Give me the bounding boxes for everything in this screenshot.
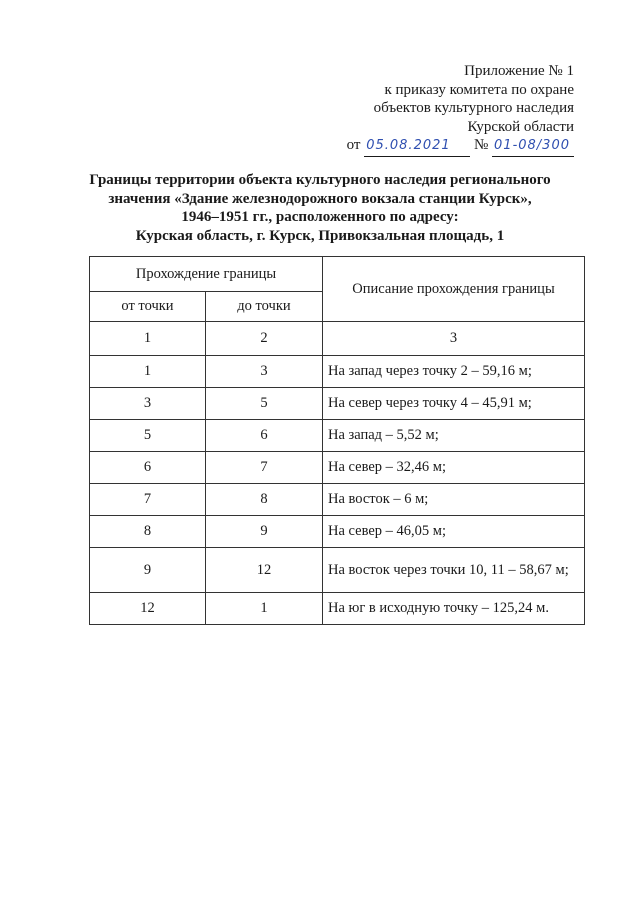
row-to-point: 9 bbox=[205, 516, 322, 548]
row-from-point: 8 bbox=[90, 516, 206, 548]
row-from-point: 7 bbox=[90, 484, 206, 516]
row-description: На запад через точку 2 – 59,16 м; bbox=[322, 356, 584, 388]
row-description: На восток – 6 м; bbox=[322, 484, 584, 516]
appendix-region: Курской области bbox=[467, 118, 574, 135]
order-date-handwritten: 05.08.2021 bbox=[364, 137, 470, 157]
appendix-order-ref: к приказу комитета по охране bbox=[384, 81, 574, 98]
column-number-3: 3 bbox=[322, 322, 584, 356]
row-to-point: 7 bbox=[205, 452, 322, 484]
row-to-point: 6 bbox=[205, 420, 322, 452]
column-number-1: 1 bbox=[90, 322, 206, 356]
header-description: Описание прохождения границы bbox=[322, 257, 584, 322]
row-to-point: 8 bbox=[205, 484, 322, 516]
title-line-3: 1946–1951 гг., расположенного по адресу: bbox=[181, 209, 459, 225]
table-row bbox=[90, 548, 585, 593]
header-from-point: от точки bbox=[90, 292, 206, 322]
header-passage: Прохождение границы bbox=[90, 257, 323, 292]
order-number-label: № bbox=[473, 137, 489, 153]
table-row bbox=[90, 484, 585, 516]
row-to-point: 5 bbox=[205, 388, 322, 420]
table-row bbox=[90, 388, 585, 420]
table-row bbox=[90, 452, 585, 484]
table-row bbox=[90, 593, 585, 625]
row-from-point: 1 bbox=[90, 356, 206, 388]
appendix-committee: объектов культурного наследия bbox=[373, 100, 574, 116]
row-from-point: 9 bbox=[90, 548, 206, 593]
title-line-2: значения «Здание железнодорожного вокзала станции Курск», bbox=[108, 190, 532, 207]
document-title bbox=[70, 171, 570, 245]
order-from-label: от bbox=[346, 137, 361, 153]
order-number-handwritten: 01-08/300 bbox=[492, 137, 574, 157]
row-from-point: 3 bbox=[90, 388, 206, 420]
order-date-number-line bbox=[274, 136, 574, 157]
row-description: На запад – 5,52 м; bbox=[322, 420, 584, 452]
row-description: На север – 32,46 м; bbox=[322, 452, 584, 484]
table-row bbox=[90, 516, 585, 548]
row-description: На юг в исходную точку – 125,24 м. bbox=[322, 593, 584, 625]
row-from-point: 6 bbox=[90, 452, 206, 484]
row-from-point: 5 bbox=[90, 420, 206, 452]
row-to-point: 12 bbox=[205, 548, 322, 593]
row-description: На север – 46,05 м; bbox=[322, 516, 584, 548]
appendix-number: Приложение № 1 bbox=[464, 63, 574, 79]
title-line-4: Курская область, г. Курск, Привокзальная площадь, 1 bbox=[135, 227, 505, 244]
column-number-row bbox=[90, 322, 585, 356]
header-to-point: до точки bbox=[205, 292, 322, 322]
table-row bbox=[90, 420, 585, 452]
table-row bbox=[90, 356, 585, 388]
row-from-point: 12 bbox=[90, 593, 206, 625]
boundary-table bbox=[89, 256, 585, 625]
row-description: На север через точку 4 – 45,91 м; bbox=[322, 388, 584, 420]
row-description: На восток через точки 10, 11 – 58,67 м; bbox=[322, 548, 584, 593]
column-number-2: 2 bbox=[205, 322, 322, 356]
row-to-point: 1 bbox=[205, 593, 322, 625]
appendix-header bbox=[274, 62, 574, 157]
row-to-point: 3 bbox=[205, 356, 322, 388]
table-header-row bbox=[90, 257, 585, 292]
title-line-1: Границы территории объекта культурного наследия регионального bbox=[89, 172, 551, 188]
